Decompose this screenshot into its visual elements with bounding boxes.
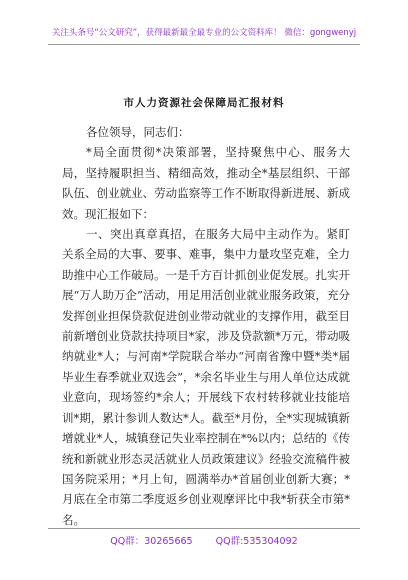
header-banner: 关注头条号“公文研究”，获得最新最全最专业的公文资料库！ 微信：gongwenyj <box>51 28 357 38</box>
footer-contacts <box>0 533 408 547</box>
salutation: 各位领导，同志们： <box>86 125 190 139</box>
document-body <box>62 122 350 530</box>
footer-divider <box>48 528 360 529</box>
footer-qq-group-2: QQ群:535304092 <box>215 536 298 547</box>
header-divider <box>48 44 360 45</box>
footer-qq-group-1: QQ群：30265665 <box>110 536 193 547</box>
paragraph-section-one: 一、突出真章真招，在服务大局中主动作为。紧盯关系全局的大事、要事、难事，集中力量攻坚克难，全力助推中心工作破局。一是千方百计抓创业促发展。扎实开展“万人助万企”活动，用足用活创业就业服务政策，充分发挥创业担保贷款促进创业带动就业的支撑作用，截至目前新增创业贷款扶持项目*家，涉及贷款额*万元，带动吸纳就业*人；与河南*学院联合举办“河南省豫中暨*类*届毕业生春季就业双选会”，*余名毕业生与用人单位达成就业意向，现场签约*余人；开展线下农村转移就业技能培训*期，累计参训人数达*人。截至*月份，全*实现城镇新增就业*人，城镇登记失业率控制在*%以内；总结的《传统和新就业形态灵活就业人员政策建议》经验交流稿件被国务院采用；*月上旬，圆满举办*首届创业创新大赛；*月底在全市第二季度返乡创业观摩评比中我*斩获全市第*名。 <box>62 227 350 527</box>
document-title: 市人力资源社会保障局汇报材料 <box>123 97 285 109</box>
paragraph-intro: *局全面贯彻*决策部署，坚持聚焦中心、服务大局，坚持履职担当、精细高效，推动全*基层组织、干部队伍、创业就业、劳动监察等工作不断取得新进展、新成效。现汇报如下： <box>62 145 350 221</box>
